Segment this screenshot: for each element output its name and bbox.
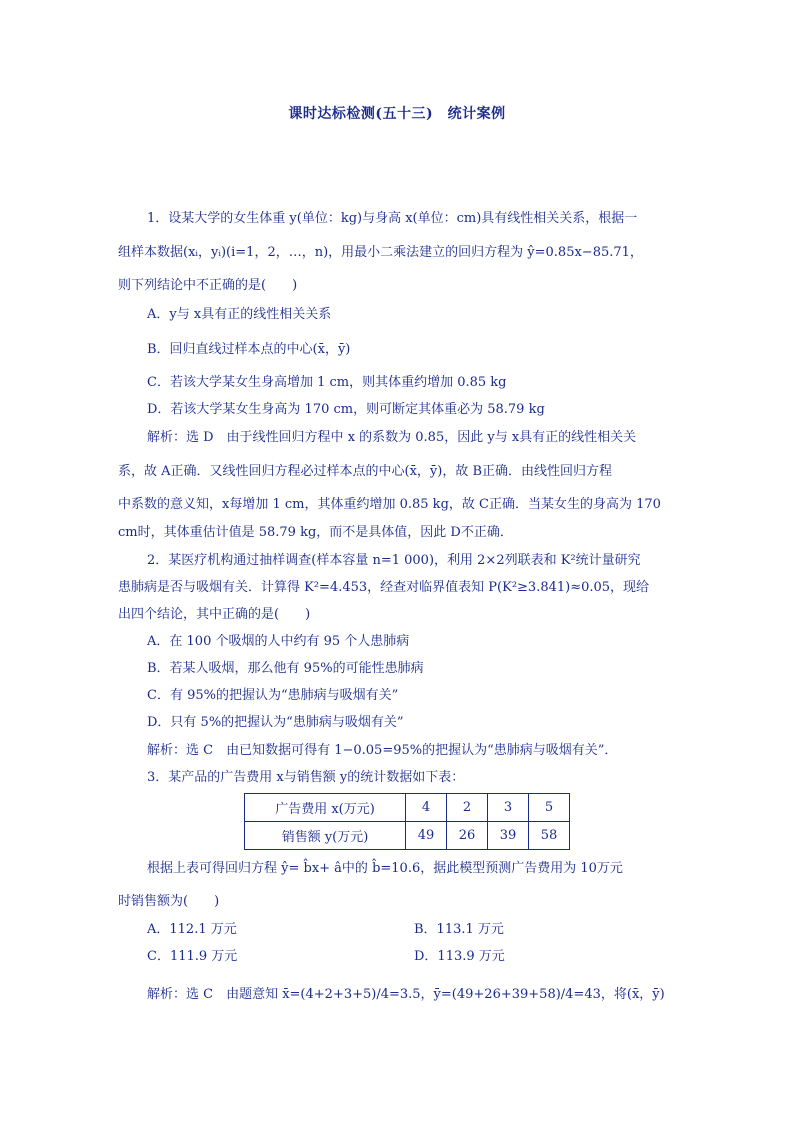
q3-stem-line2: 根据上表可得回归方程 ŷ= b̂x+ â中的 b̂=10.6，据此模型预测广告费用为 10万元 xyxy=(147,861,623,876)
q1-solution-line3: 中系数的意义知，x每增加 1 cm，其体重约增加 0.85 kg，故 C正确．当某女生的身高为 170 xyxy=(118,497,661,512)
q1-stem-line3: 则下列结论中不正确的是( ) xyxy=(118,278,298,293)
table-cell: 2 xyxy=(447,794,488,822)
table-row-label-ad-cost: 广告费用 x(万元) xyxy=(245,794,406,822)
q2-solution-line1: 解析：选 C 由已知数据可得有 1−0.05=95%的把握认为“患肺病与吸烟有关”． xyxy=(147,743,618,758)
q1-option-c: C．若该大学某女生身高增加 1 cm，则其体重约增加 0.85 kg xyxy=(147,375,507,390)
q3-option-d: D．113.9 万元 xyxy=(414,949,505,964)
table-cell: 58 xyxy=(529,822,570,850)
q3-option-c: C．111.9 万元 xyxy=(147,949,238,964)
q2-stem-line1: 2．某医疗机构通过抽样调查(样本容量 n=1 000)，利用 2×2列联表和 K²统计量研究 xyxy=(147,553,641,568)
q1-stem-line2: 组样本数据(xᵢ，yᵢ)(i=1，2，…，n)，用最小二乘法建立的回归方程为 ŷ=0.85x−85.71， xyxy=(118,245,643,260)
table-cell: 39 xyxy=(488,822,529,850)
q3-option-a: A．112.1 万元 xyxy=(147,922,237,937)
q2-option-b: B．若某人吸烟，那么他有 95%的可能性患肺病 xyxy=(147,661,424,676)
q3-solution-line1: 解析：选 C 由题意知 x̄=(4+2+3+5)/4=3.5，ȳ=(49+26+39+58)/4=43，将(x̄，ȳ) xyxy=(147,987,665,1002)
q2-option-d: D．只有 5%的把握认为“患肺病与吸烟有关” xyxy=(147,715,404,730)
table-row xyxy=(245,822,570,850)
q1-solution-line1: 解析：选 D 由于线性回归方程中 x 的系数为 0.85，因此 y与 x具有正的线性相关关 xyxy=(147,430,637,445)
table-cell: 4 xyxy=(406,794,447,822)
table-cell: 49 xyxy=(406,822,447,850)
q3-stem-line3: 时销售额为( ) xyxy=(118,894,220,909)
q2-stem-line3: 出四个结论，其中正确的是( ) xyxy=(118,607,311,622)
q3-option-b: B．113.1 万元 xyxy=(414,922,504,937)
table-cell: 3 xyxy=(488,794,529,822)
q1-stem-line1: 1．设某大学的女生体重 y(单位：kg)与身高 x(单位：cm)具有线性相关关系，根据一 xyxy=(147,211,638,226)
q2-option-c: C．有 95%的把握认为“患肺病与吸烟有关” xyxy=(147,688,399,703)
table-cell: 5 xyxy=(529,794,570,822)
q3-stem-line1: 3．某产品的广告费用 x与销售额 y的统计数据如下表： xyxy=(147,770,465,785)
table-row xyxy=(245,794,570,822)
q1-option-b: B．回归直线过样本点的中心(x̄，ȳ) xyxy=(147,342,351,357)
q1-solution-line2: 系，故 A正确．又线性回归方程必过样本点的中心(x̄，ȳ)，故 B正确．由线性回归方程 xyxy=(118,464,613,479)
q1-option-a: A．y与 x具有正的线性相关关系 xyxy=(147,307,332,322)
page-title: 课时达标检测(五十三) 统计案例 xyxy=(288,106,506,122)
q1-solution-line4: cm时，其体重估计值是 58.79 kg，而不是具体值，因此 D不正确． xyxy=(118,525,513,540)
ad-sales-table xyxy=(244,793,570,850)
table-row-label-sales: 销售额 y(万元) xyxy=(245,822,406,850)
table-cell: 26 xyxy=(447,822,488,850)
q1-option-d: D．若该大学某女生身高为 170 cm，则可断定其体重必为 58.79 kg xyxy=(147,402,545,417)
q2-stem-line2: 患肺病是否与吸烟有关．计算得 K²=4.453，经查对临界值表知 P(K²≥3.841)≈0.05，现给 xyxy=(118,580,650,595)
q2-option-a: A．在 100 个吸烟的人中约有 95 个人患肺病 xyxy=(147,634,410,649)
